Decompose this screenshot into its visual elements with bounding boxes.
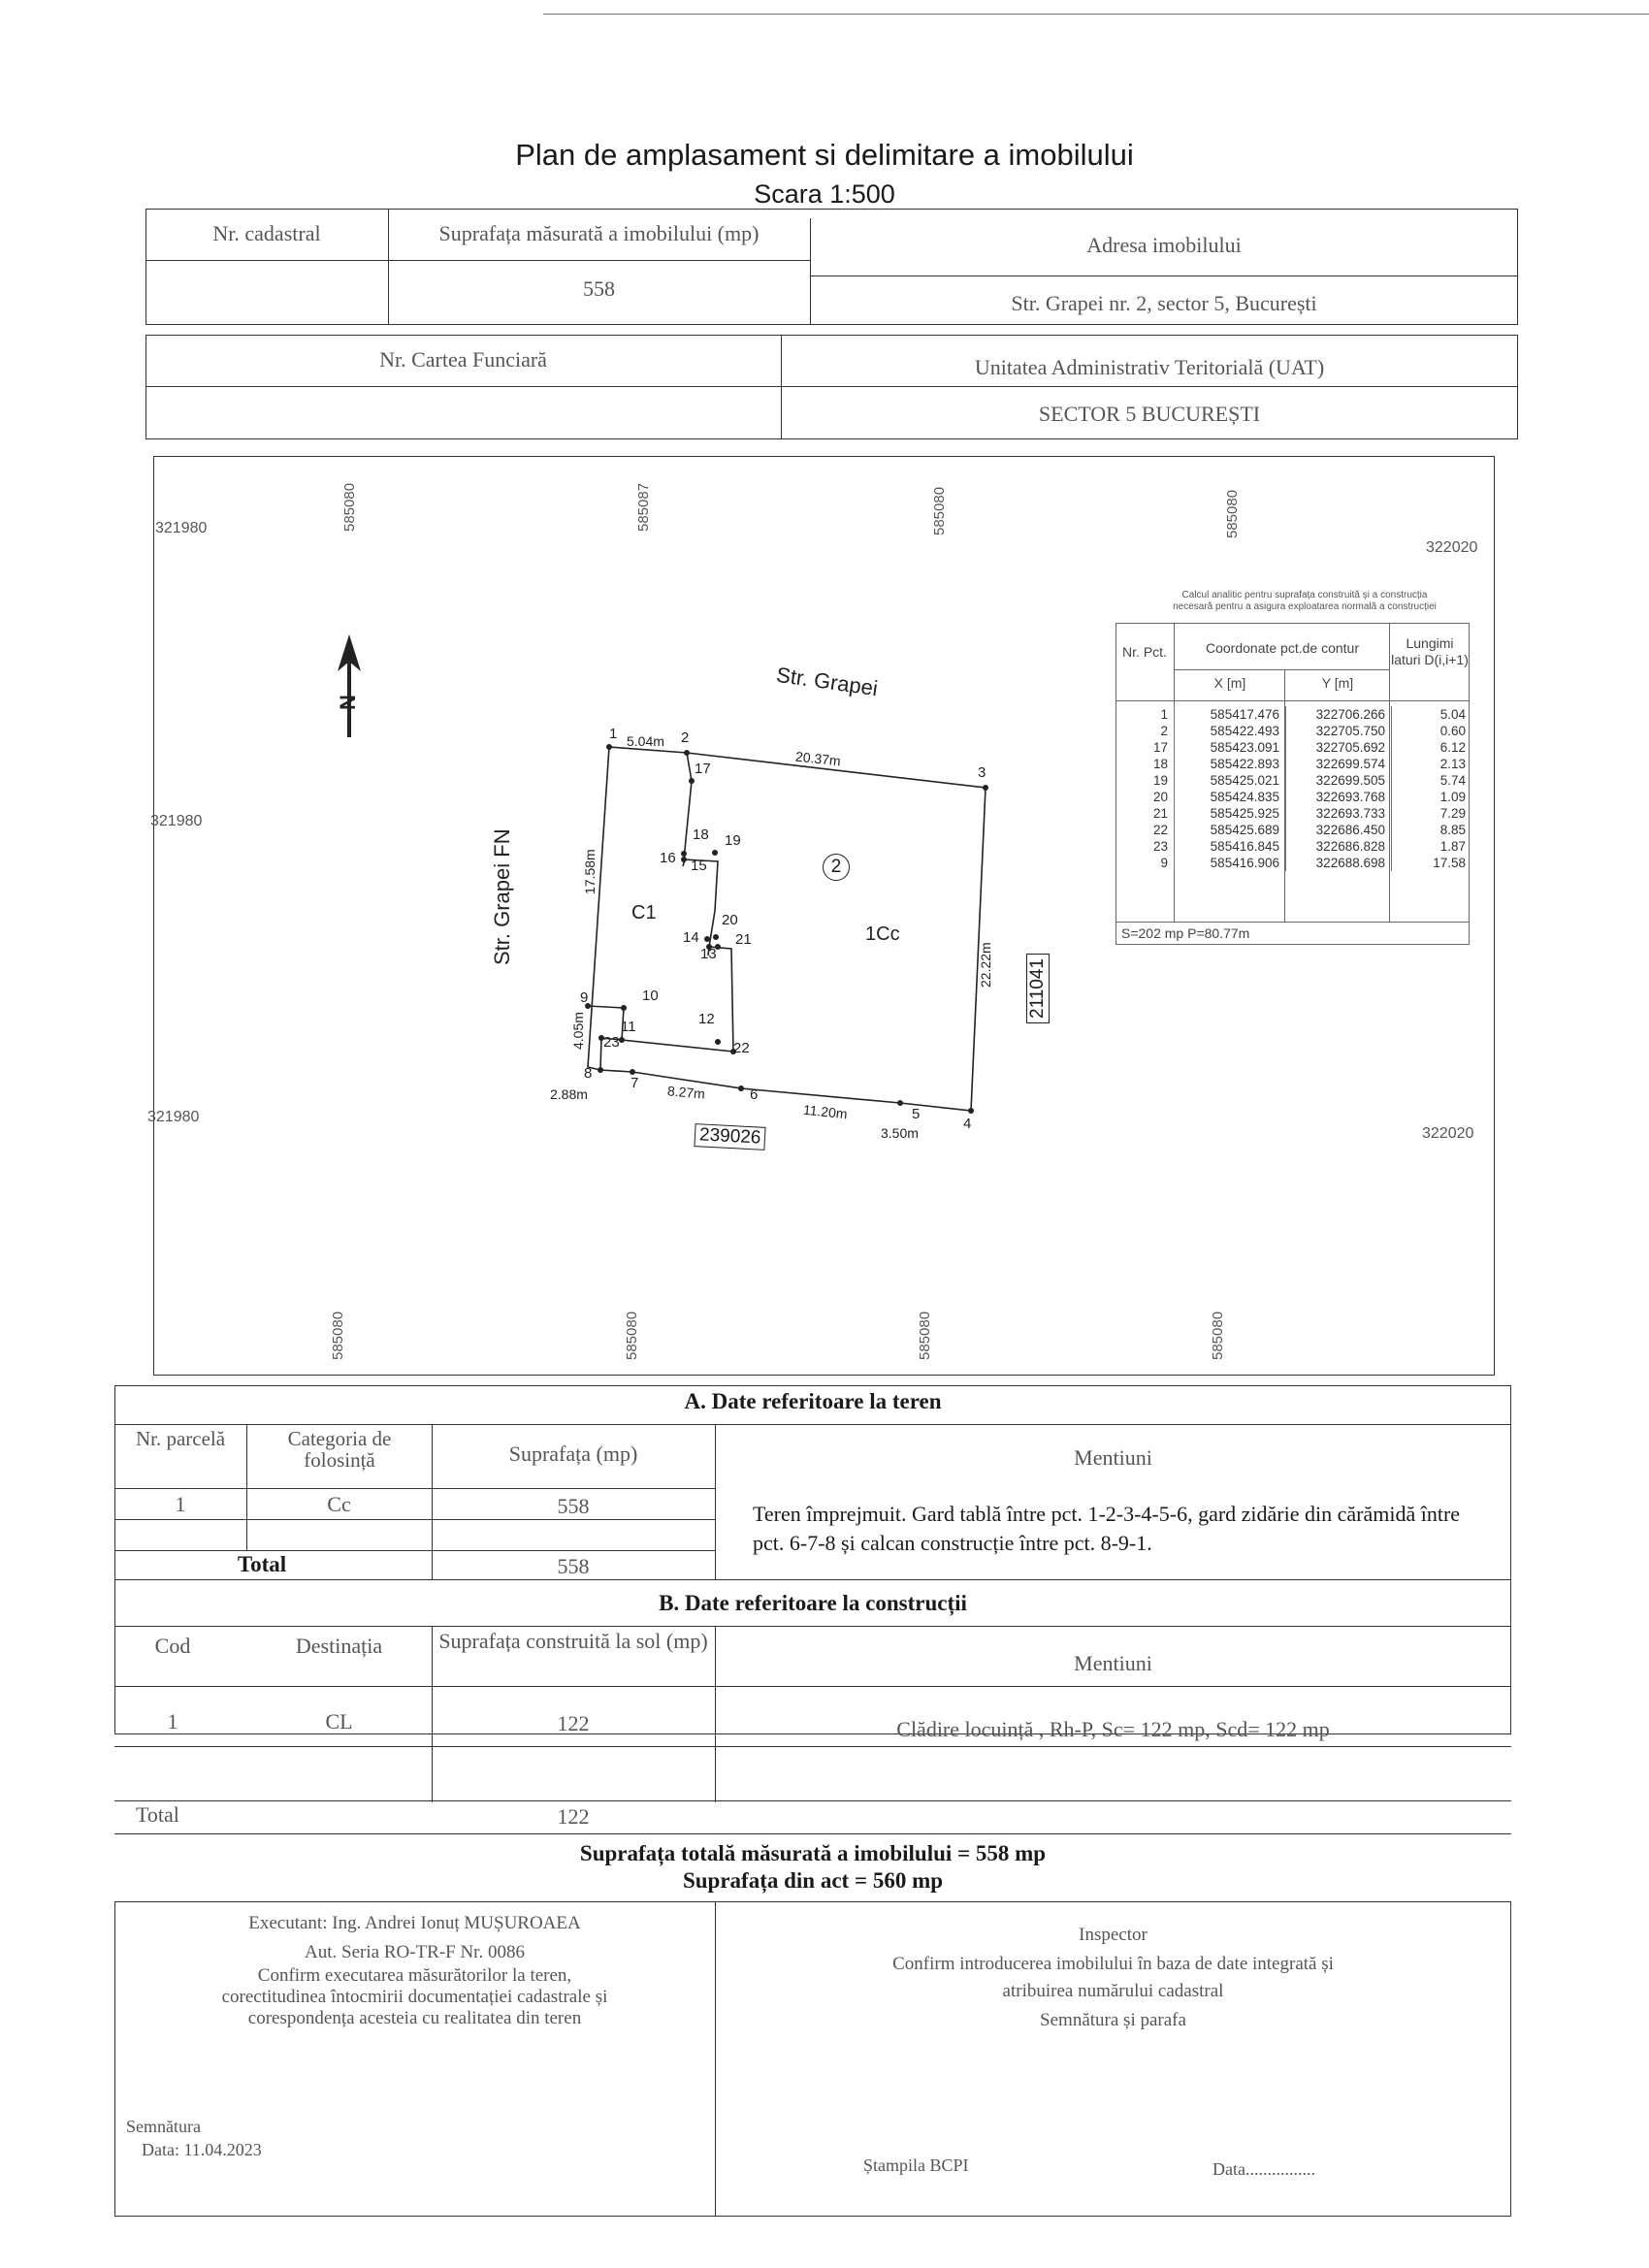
- point-label: 16: [660, 850, 676, 866]
- point-label: 6: [750, 1086, 759, 1103]
- coord-cell-x: 585416.845: [1175, 838, 1286, 855]
- coord-cell-y: 322686.828: [1286, 838, 1392, 855]
- total-surface-measured: Suprafața totală măsurată a imobilului = 558 mp: [579, 1841, 1047, 1865]
- coord-cell-y: 322699.505: [1286, 772, 1392, 789]
- coord-head-x: X [m]: [1213, 675, 1246, 691]
- inspector-date: Data................: [1212, 2159, 1315, 2179]
- total-surface-act: Suprafața din act = 560 mp: [682, 1868, 944, 1893]
- point-label: 19: [725, 832, 741, 849]
- col-surface-header-b: Suprafața construită la sol (mp): [438, 1629, 708, 1653]
- coord-caption-line1: Calcul analitic pentru suprafața construită și a construcția: [1181, 590, 1428, 600]
- building-destination: CL: [325, 1709, 353, 1733]
- total-label-b: Total: [136, 1802, 179, 1827]
- coord-row: [1116, 756, 1471, 772]
- neighbor-bottom-label: 239026: [694, 1123, 766, 1150]
- building-mentions: Clădire locuință , Rh-P, Sc= 122 mp, Scd= 122 mp: [896, 1717, 1330, 1741]
- coord-cell-nr: 23: [1152, 839, 1168, 854]
- col-category-header: Categoria de folosință: [287, 1427, 392, 1472]
- street-label-top: Str. Grapei: [774, 662, 880, 701]
- coord-cell-d: 5.74: [1392, 772, 1472, 789]
- street-label-left: Str. Grapei FN: [490, 828, 514, 965]
- parcel-surface: 558: [557, 1494, 590, 1518]
- point-label: 14: [683, 929, 699, 946]
- col-dest-header: Destinația: [295, 1634, 383, 1658]
- grid-label-bottom: 585080: [1210, 1311, 1226, 1360]
- grid-label-top: 585080: [1224, 489, 1241, 538]
- coord-row: [1116, 772, 1471, 789]
- dimension-label: 4.05m: [570, 1012, 586, 1050]
- grid-label-bottom: 585080: [917, 1311, 933, 1360]
- coord-cell-nr: 2: [1160, 724, 1168, 738]
- executor-signature-label: Semnătura: [126, 2117, 201, 2136]
- coord-cell-nr: 9: [1160, 856, 1168, 870]
- coord-cell-y: 322699.574: [1286, 756, 1392, 772]
- coord-caption-line2: necesară pentru a asigura exploatarea normală a construcției: [1173, 601, 1437, 612]
- uat-value: SECTOR 5 BUCUREȘTI: [1038, 402, 1261, 426]
- neighbor-right-label: 211041: [1026, 954, 1050, 1023]
- inspector-line2: Confirm introducerea imobilului în baza de date integrată și: [892, 1954, 1334, 1974]
- executor-line3: Confirm executarea măsurătorilor la teren,: [257, 1965, 572, 1986]
- coord-head-pct: Nr. Pct.: [1122, 644, 1167, 660]
- point-label: 2: [681, 729, 690, 746]
- coord-cell-y: 322706.266: [1286, 706, 1392, 723]
- coord-cell-d: 17.58: [1392, 855, 1472, 871]
- coord-cell-x: 585422.893: [1175, 756, 1286, 772]
- dimension-label: 3.50m: [881, 1125, 919, 1141]
- page-title: Plan de amplasament si delimitare a imobilului: [515, 138, 1134, 172]
- coord-cell-d: 5.04: [1392, 706, 1472, 723]
- col-cadastral-header: Nr. cadastral: [212, 221, 321, 245]
- point-label: 12: [698, 1011, 715, 1027]
- coord-cell-nr: 17: [1152, 740, 1168, 755]
- point-label: 10: [642, 988, 659, 1004]
- coord-cell-d: 1.87: [1392, 838, 1472, 855]
- coord-cell-x: 585416.906: [1175, 855, 1286, 871]
- inspector-line3: atribuirea numărului cadastral: [1002, 1981, 1224, 2001]
- page-scale: Scara 1:500: [754, 179, 895, 209]
- coord-cell-y: 322688.698: [1286, 855, 1392, 871]
- grid-label-right: 322020: [1422, 1125, 1474, 1142]
- executor-line5: corespondența acesteia cu realitatea din teren: [247, 2008, 582, 2028]
- grid-label-top: 585080: [931, 486, 948, 535]
- coord-cell-d: 8.85: [1392, 822, 1472, 838]
- coord-cell-y: 322705.692: [1286, 739, 1392, 756]
- scan-edge-line: [543, 14, 1649, 15]
- dimension-label: 11.20m: [802, 1101, 849, 1122]
- grid-label-top: 585087: [635, 482, 652, 532]
- grid-label-bottom: 585080: [624, 1311, 640, 1360]
- parcel-number: 1: [175, 1492, 186, 1516]
- coord-cell-y: 322693.768: [1286, 789, 1392, 805]
- coord-row: [1116, 822, 1471, 838]
- executor-line1: Executant: Ing. Andrei Ionuț MUȘUROAEA: [248, 1913, 581, 1933]
- section-b-title: B. Date referitoare la construcții: [659, 1591, 967, 1615]
- total-value-a: 558: [557, 1554, 590, 1578]
- grid-label-left: 321980: [155, 520, 208, 536]
- executor-line2: Aut. Seria RO-TR-F Nr. 0086: [305, 1942, 525, 1962]
- col-mentions-header-a: Mentiuni: [1074, 1445, 1152, 1470]
- coord-head-len: Lungimi laturi D(i,i+1): [1391, 635, 1469, 667]
- col-cf-header: Nr. Cartea Funciară: [379, 347, 547, 372]
- coord-cell-y: 322705.750: [1286, 723, 1392, 739]
- coord-cell-x: 585422.493: [1175, 723, 1286, 739]
- coord-cell-x: 585417.476: [1175, 706, 1286, 723]
- building-label: C1: [631, 902, 657, 923]
- coord-cell-nr: 19: [1152, 773, 1168, 788]
- coord-row: [1116, 723, 1471, 739]
- north-label: N: [336, 695, 360, 710]
- point-label: 11: [621, 1019, 636, 1035]
- col-uat-header: Unitatea Administrativ Teritorială (UAT): [974, 355, 1325, 379]
- coord-cell-d: 2.13: [1392, 756, 1472, 772]
- use-label: 1Cc: [865, 923, 900, 945]
- coord-row: [1116, 789, 1471, 805]
- grid-label-left: 321980: [150, 813, 203, 829]
- coord-table-body: [1116, 706, 1471, 871]
- coord-cell-x: 585425.925: [1175, 805, 1286, 822]
- executor-line4: corectitudinea întocmirii documentației cadastrale și: [221, 1987, 608, 2007]
- inspector-line4: Semnătura și parafa: [1040, 2010, 1186, 2030]
- parcel-category: Cc: [327, 1492, 351, 1516]
- coord-row: [1116, 739, 1471, 756]
- point-label: 17: [695, 761, 711, 777]
- dimension-label: 2.88m: [550, 1086, 588, 1102]
- coord-cell-d: 0.60: [1392, 723, 1472, 739]
- point-label: 18: [693, 826, 709, 843]
- coord-cell-nr: 1: [1160, 707, 1168, 722]
- coord-cell-d: 6.12: [1392, 739, 1472, 756]
- coord-cell-d: 1.09: [1392, 789, 1472, 805]
- dimension-label: 22.22m: [978, 942, 993, 988]
- coord-cell-nr: 20: [1152, 790, 1168, 804]
- point-label: 15: [691, 858, 707, 874]
- coord-row: [1116, 855, 1471, 871]
- point-label: 4: [963, 1116, 972, 1132]
- coord-cell-d: 7.29: [1392, 805, 1472, 822]
- point-label: 7: [630, 1075, 639, 1091]
- col-parcel-header: Nr. parcelă: [135, 1427, 226, 1450]
- col-mentions-header-b: Mentiuni: [1074, 1651, 1152, 1675]
- coord-head-y: Y [m]: [1321, 675, 1354, 691]
- point-label: 8: [584, 1065, 593, 1082]
- col-code-header: Cod: [154, 1634, 191, 1658]
- coord-cell-nr: 22: [1152, 823, 1168, 837]
- col-address-header: Adresa imobilului: [1086, 233, 1242, 257]
- point-label: 22: [733, 1040, 750, 1056]
- coord-cell-x: 585425.021: [1175, 772, 1286, 789]
- total-value-b: 122: [557, 1804, 590, 1829]
- coord-cell-x: 585425.689: [1175, 822, 1286, 838]
- coord-head-coords: Coordonate pct.de contur: [1206, 640, 1359, 656]
- surface-value: 558: [583, 276, 615, 301]
- point-label: 5: [912, 1106, 921, 1122]
- grid-label-top: 585080: [341, 482, 358, 532]
- point-label: 9: [580, 989, 589, 1006]
- coord-table-caption: [1116, 590, 1494, 613]
- coord-row: [1116, 805, 1471, 822]
- executor-date: Data: 11.04.2023: [142, 2140, 262, 2159]
- dimension-label: 17.58m: [582, 849, 598, 894]
- address-value: Str. Grapei nr. 2, sector 5, București: [1011, 291, 1317, 315]
- point-label: 21: [735, 931, 752, 948]
- building-surface: 122: [557, 1711, 590, 1735]
- parcel-number-badge: 2: [823, 854, 850, 881]
- point-label: 20: [722, 912, 738, 928]
- parcel-mentions: Teren împrejmuit. Gard tablă între pct. 1-2-3-4-5-6, gard zidărie din cărămidă între pct. 6-7-8 și calcan construcție între pct. 8-9-1.: [753, 1502, 1461, 1555]
- coord-row: [1116, 838, 1471, 855]
- point-label: 23: [603, 1034, 620, 1051]
- total-label-a: Total: [237, 1552, 287, 1576]
- dimension-label: 8.27m: [666, 1083, 706, 1102]
- section-a-title: A. Date referitoare la teren: [684, 1389, 942, 1413]
- coord-cell-nr: 21: [1152, 806, 1168, 821]
- building-code: 1: [167, 1709, 178, 1733]
- coord-cell-y: 322693.733: [1286, 805, 1392, 822]
- coord-cell-nr: 18: [1152, 757, 1168, 771]
- coord-cell-y: 322686.450: [1286, 822, 1392, 838]
- inspector-title: Inspector: [1079, 1925, 1148, 1945]
- col-surface-header: Suprafața măsurată a imobilului (mp): [438, 221, 760, 245]
- point-label: 1: [609, 726, 618, 742]
- grid-label-left: 321980: [147, 1109, 200, 1125]
- col-surface-header-a: Suprafața (mp): [508, 1442, 638, 1466]
- point-label: 13: [700, 946, 717, 962]
- dimension-label: 5.04m: [627, 733, 664, 749]
- grid-label-bottom: 585080: [330, 1311, 346, 1360]
- coord-cell-x: 585424.835: [1175, 789, 1286, 805]
- grid-label-right: 322020: [1426, 539, 1478, 556]
- coord-cell-x: 585423.091: [1175, 739, 1286, 756]
- point-label: 3: [978, 764, 986, 781]
- stamp-label: Ștampila BCPI: [863, 2155, 969, 2175]
- coord-row: [1116, 706, 1471, 723]
- dimension-label: 20.37m: [794, 748, 842, 769]
- coord-table-footer: S=202 mp P=80.77m: [1121, 925, 1250, 941]
